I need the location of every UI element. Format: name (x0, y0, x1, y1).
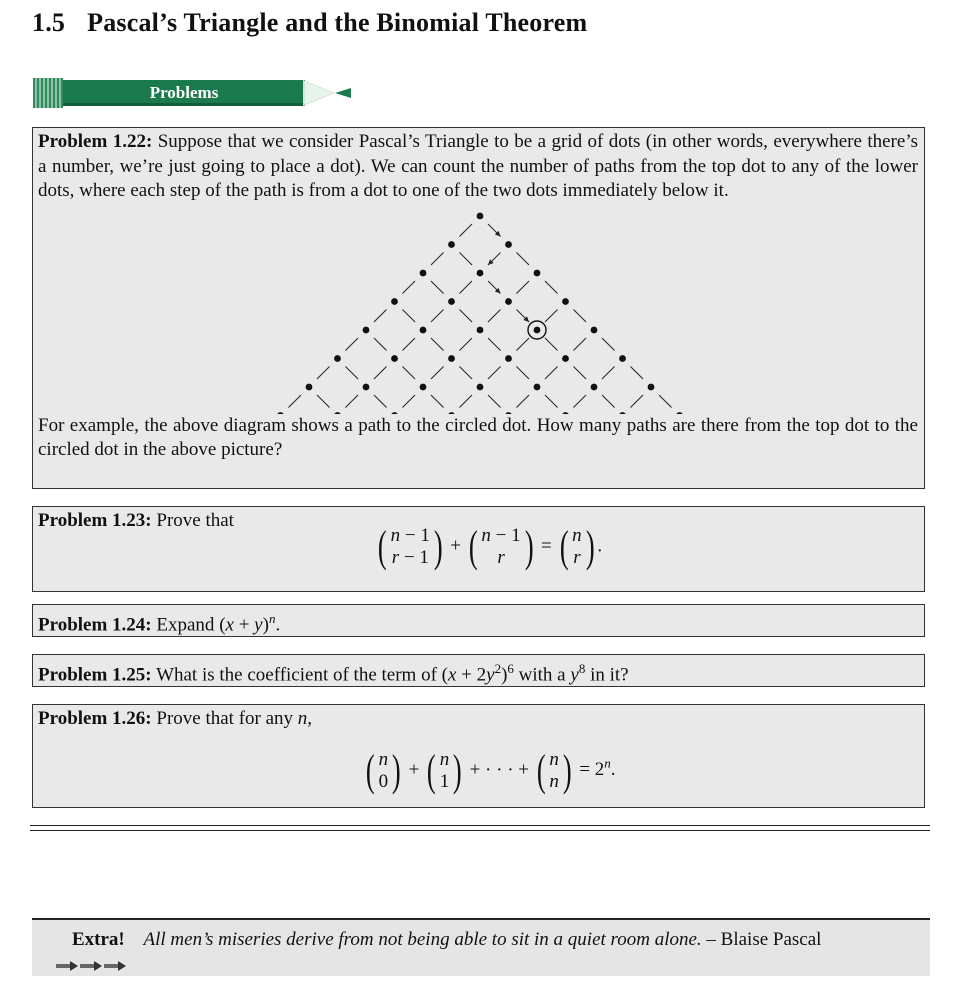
problem-1-22 (32, 127, 925, 489)
section-title (32, 8, 587, 38)
grid-dot (648, 383, 655, 390)
grid-dot (448, 241, 455, 248)
edge (402, 394, 415, 407)
problem-1-22-followup: For example, the above diagram shows a path to the circled dot. How many paths are there from the top dot to the circled dot in the above picture? (38, 414, 918, 460)
problems-banner (33, 78, 333, 108)
grid-dot (448, 298, 455, 305)
problem-1-23-label: Problem 1.23: (38, 510, 152, 531)
edge (516, 394, 529, 407)
grid-dot (477, 212, 484, 219)
grid-dot (420, 326, 427, 333)
problem-1-26-label: Problem 1.26: (38, 708, 152, 729)
edge (459, 366, 472, 379)
grid-dot (420, 383, 427, 390)
grid-dot (619, 355, 626, 362)
edge (488, 366, 501, 379)
edge (630, 394, 643, 407)
edge (545, 309, 558, 322)
grid-dot (363, 383, 370, 390)
divider-top (30, 825, 930, 826)
edge (317, 394, 330, 407)
edge (545, 337, 558, 350)
edge (374, 366, 387, 379)
pascal-identity-formula: ( n − 1 r − 1 ) + ( n − 1 r ) = ( n r ) . (377, 522, 603, 571)
grid-dot (363, 326, 370, 333)
binomial-sum-formula: ( n 0 ) + ( n 1 ) + · · · + ( n n ) = $2^n$. (365, 746, 616, 795)
grid-dot (505, 355, 512, 362)
edge (431, 280, 444, 293)
problem-1-22-label: Problem 1.22: (38, 131, 153, 152)
edge (545, 280, 558, 293)
problem-1-26-text: Prove that for any (156, 708, 294, 729)
edge (402, 280, 415, 293)
problem-1-25: Problem 1.25: What is the coefficient of the term of $(x + 2y^2)^6$ with a $y^8$ in it? (32, 654, 925, 687)
edge (402, 366, 415, 379)
pencil-tip-icon (303, 80, 363, 106)
edge (288, 394, 301, 407)
problem-1-24-label: Problem 1.24: (38, 614, 152, 636)
edge (431, 394, 444, 407)
banner-bar (63, 80, 305, 106)
edge (374, 394, 387, 407)
edge (545, 366, 558, 379)
problem-1-22-statement (38, 130, 918, 204)
problem-1-25-text-c: in it? (590, 664, 629, 686)
edge (374, 337, 387, 350)
edge (431, 337, 444, 350)
grid-dot (562, 355, 569, 362)
edge (573, 366, 586, 379)
grid-dot (334, 355, 341, 362)
grid-dot (591, 383, 598, 390)
edge (345, 337, 358, 350)
edge (573, 309, 586, 322)
banner-stripes (33, 78, 63, 108)
edge (488, 394, 501, 407)
edge (345, 394, 358, 407)
problem-1-23-text: Prove that (156, 510, 234, 531)
edge (345, 366, 358, 379)
edge (459, 394, 472, 407)
edge (516, 337, 529, 350)
grid-dot (534, 383, 541, 390)
grid-dot (477, 383, 484, 390)
edge (516, 366, 529, 379)
edge (459, 252, 472, 265)
edge (516, 252, 529, 265)
edge (317, 366, 330, 379)
grid-dot (477, 269, 484, 276)
grid-dot (391, 298, 398, 305)
problem-1-22-text: Suppose that we consider Pascal’s Triangle to be a grid of dots (in other words, everywhere there’s a number, we’re just going to place a dot). We can count the number of paths from the top dot to any of the lower dots, where each step of the path is from a dot to one of the two dots immediately below it. (38, 131, 918, 201)
edge (602, 394, 615, 407)
edge (573, 337, 586, 350)
edge (602, 366, 615, 379)
divider-bottom (30, 830, 930, 831)
edge (545, 394, 558, 407)
grid-dot (534, 269, 541, 276)
grid-dot (306, 383, 313, 390)
edge (459, 309, 472, 322)
grid-dot (591, 326, 598, 333)
extra-arrows-icon (56, 960, 136, 972)
edge (402, 337, 415, 350)
extra-quote-box (32, 918, 930, 976)
grid-dot (477, 326, 484, 333)
grid-dot (448, 355, 455, 362)
edge (431, 252, 444, 265)
grid-dot (420, 269, 427, 276)
edge (459, 280, 472, 293)
edge (459, 337, 472, 350)
problem-1-23 (32, 506, 925, 592)
edge (374, 309, 387, 322)
section-number: 1.5 (32, 8, 66, 37)
grid-dot (505, 241, 512, 248)
dot-triangle-diagram (38, 204, 918, 414)
extra-quote: All men’s miseries derive from not being able to sit in a quiet room alone. (143, 929, 702, 950)
edge (488, 337, 501, 350)
edge (630, 366, 643, 379)
edge (488, 309, 501, 322)
edge (516, 280, 529, 293)
extra-author: – Blaise Pascal (706, 929, 822, 950)
grid-dot (391, 355, 398, 362)
edge (431, 366, 444, 379)
edge (431, 309, 444, 322)
problem-1-25-label: Problem 1.25: (38, 664, 152, 686)
edge (573, 394, 586, 407)
section-name: Pascal’s Triangle and the Binomial Theorem (87, 8, 588, 37)
edge (402, 309, 415, 322)
edge (459, 223, 472, 236)
problem-1-25-text-a: What is the coefficient of the term of (156, 664, 437, 686)
extra-text (72, 929, 821, 951)
grid-dot (505, 298, 512, 305)
edge (659, 394, 672, 407)
grid-dot (534, 326, 541, 333)
grid-dot (562, 298, 569, 305)
edge (602, 337, 615, 350)
problem-1-25-text-b: with a (518, 664, 566, 686)
problem-1-24: Problem 1.24: Expand $(x + y)^n$. (32, 604, 925, 637)
extra-label: Extra! (72, 929, 125, 950)
problem-1-26: Problem 1.26: Prove that for any n, ( n 0 ) + ( n 1 ) + · · · + ( n n ) = $2^n$. (32, 704, 925, 808)
problem-1-24-text: Expand (156, 614, 215, 636)
banner-label: Problems (149, 83, 219, 102)
